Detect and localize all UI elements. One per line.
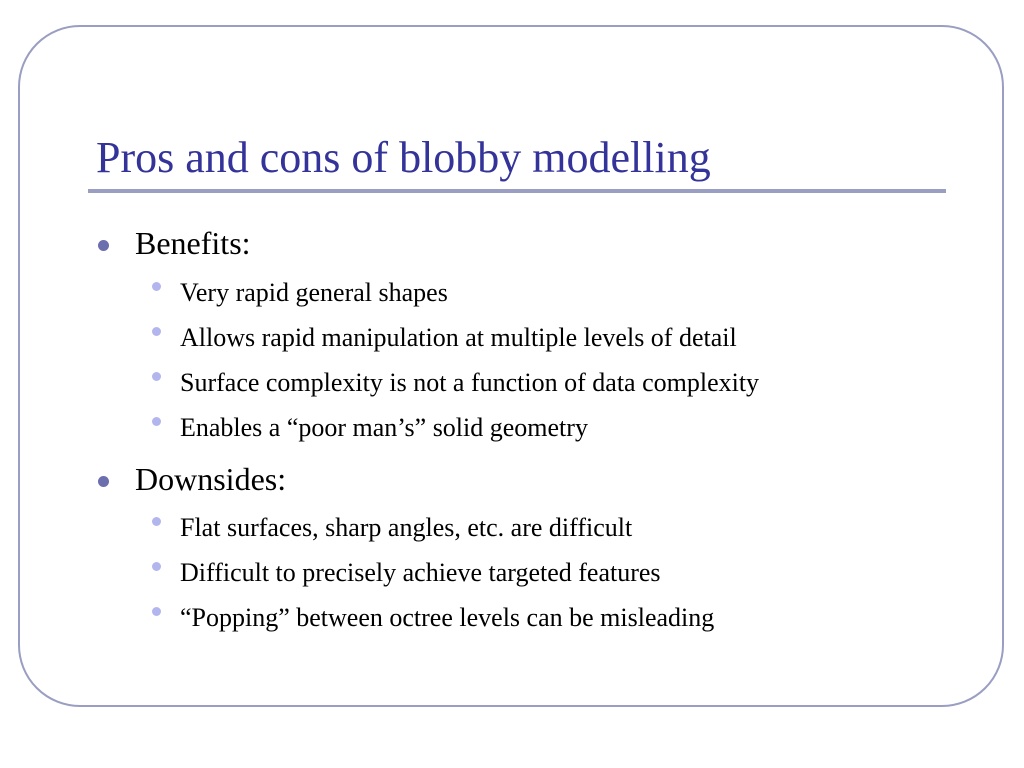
list-item: Surface complexity is not a function of data complexity [180,368,760,397]
section-heading-downsides: Downsides: [135,461,287,497]
list-item: Flat surfaces, sharp angles, etc. are difficult [180,513,633,542]
bullet-dot-icon [98,476,109,487]
list-item: Enables a “poor man’s” solid geometry [180,413,588,442]
list-item: Very rapid general shapes [180,278,448,307]
sub-bullet-dot-icon [152,282,161,291]
sub-bullet-dot-icon [152,607,161,616]
title-underline [88,189,946,193]
list-item: Allows rapid manipulation at multiple levels of detail [180,323,737,352]
sub-bullet-dot-icon [152,372,161,381]
section-heading-benefits: Benefits: [135,225,251,261]
list-item: Difficult to precisely achieve targeted features [180,558,661,587]
sub-bullet-dot-icon [152,517,161,526]
sub-bullet-dot-icon [152,417,161,426]
slide-title: Pros and cons of blobby modelling [96,133,711,182]
sub-bullet-dot-icon [152,327,161,336]
bullet-dot-icon [98,240,109,251]
sub-bullet-dot-icon [152,562,161,571]
list-item: “Popping” between octree levels can be misleading [180,603,715,632]
